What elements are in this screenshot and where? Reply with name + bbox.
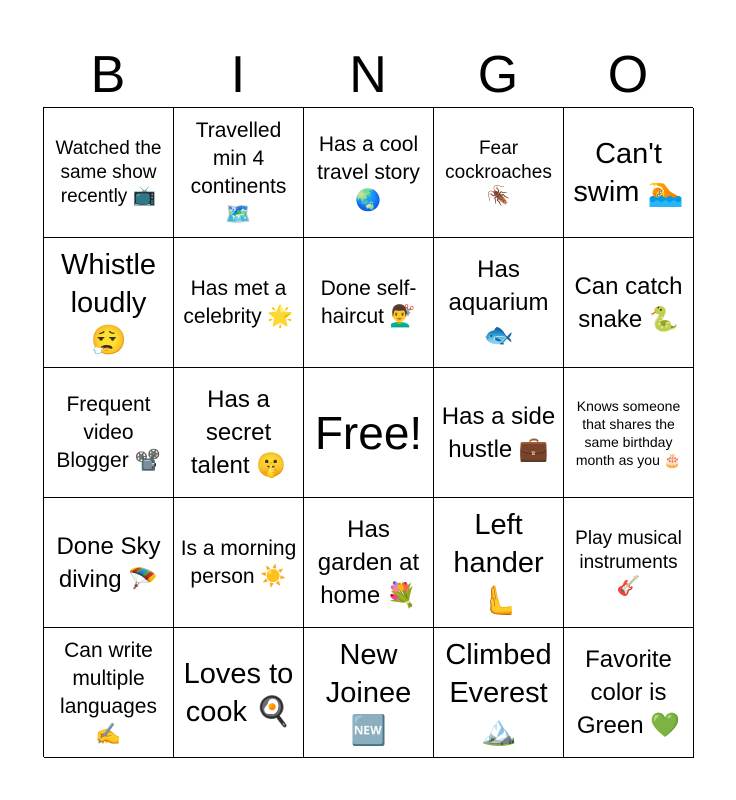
bingo-cell[interactable]	[44, 238, 174, 368]
bingo-cell[interactable]	[564, 238, 694, 368]
cell-text: Done Sky diving 🪂	[56, 532, 161, 593]
bingo-cell[interactable]	[304, 108, 434, 238]
cell-text: Is a morning person ☀️	[180, 536, 297, 588]
bingo-cell[interactable]	[434, 238, 564, 368]
cell-text: Knows someone that shares the same birthday month as you 🎂	[575, 397, 682, 468]
header-letter-o: O	[607, 46, 649, 104]
bingo-cell[interactable]	[304, 498, 434, 628]
free-space-label: Free!	[314, 406, 423, 459]
bingo-cell[interactable]	[44, 108, 174, 238]
cell-text: Travelled min 4 continents 🗺️	[190, 118, 287, 226]
bingo-cell[interactable]	[44, 368, 174, 498]
bingo-card-grid	[43, 107, 693, 757]
bingo-cell[interactable]	[564, 628, 694, 758]
cell-text: Fear cockroaches 🪳	[445, 137, 552, 207]
bingo-cell[interactable]	[174, 238, 304, 368]
header-letter-i: I	[230, 46, 246, 104]
bingo-cell[interactable]	[174, 108, 304, 238]
cell-text: Left hander 🫷	[453, 508, 544, 617]
bingo-cell[interactable]	[174, 628, 304, 758]
cell-text: Can't swim 🏊	[573, 137, 684, 208]
cell-text: Has a side hustle 💼	[441, 402, 556, 463]
bingo-cell[interactable]	[564, 108, 694, 238]
header-letter-g: G	[477, 46, 519, 104]
cell-text: Has garden at home 💐	[317, 516, 420, 609]
cell-text: Has met a celebrity 🌟	[183, 276, 294, 328]
bingo-cell[interactable]	[564, 368, 694, 498]
bingo-cell[interactable]	[434, 498, 564, 628]
cell-text: Can catch snake 🐍	[574, 272, 683, 333]
bingo-cell[interactable]	[434, 368, 564, 498]
cell-text: Done self-haircut 💇‍♂️	[320, 276, 417, 328]
cell-text: Favorite color is Green 💚	[576, 646, 681, 739]
cell-text: Climbed Everest 🏔️	[445, 638, 552, 747]
cell-text: Can write multiple languages ✍️	[60, 638, 157, 746]
bingo-cell[interactable]	[174, 368, 304, 498]
bingo-cell-free[interactable]	[304, 368, 434, 498]
header-letter-b: B	[90, 46, 126, 104]
bingo-cell[interactable]	[174, 498, 304, 628]
cell-text: Play musical instruments 🎸	[575, 527, 682, 597]
bingo-cell[interactable]	[44, 498, 174, 628]
cell-text: Watched the same show recently 📺	[55, 137, 162, 207]
cell-text: Has a secret talent 🤫	[190, 386, 287, 479]
bingo-header	[43, 44, 693, 106]
bingo-cell[interactable]	[304, 628, 434, 758]
bingo-cell[interactable]	[44, 628, 174, 758]
bingo-cell[interactable]	[304, 238, 434, 368]
header-letter-n: N	[349, 46, 387, 104]
bingo-cell[interactable]	[564, 498, 694, 628]
bingo-cell[interactable]	[434, 628, 564, 758]
cell-text: Loves to cook 🍳	[183, 657, 294, 728]
bingo-cell[interactable]	[434, 108, 564, 238]
cell-text: Whistle loudly 😮‍💨	[60, 248, 157, 357]
cell-text: Has aquarium 🐟	[448, 256, 549, 349]
cell-text: New Joinee 🆕	[325, 638, 412, 747]
cell-text: Has a cool travel story🌏	[317, 132, 420, 212]
cell-text: Frequent video Blogger 📽️	[56, 392, 161, 472]
